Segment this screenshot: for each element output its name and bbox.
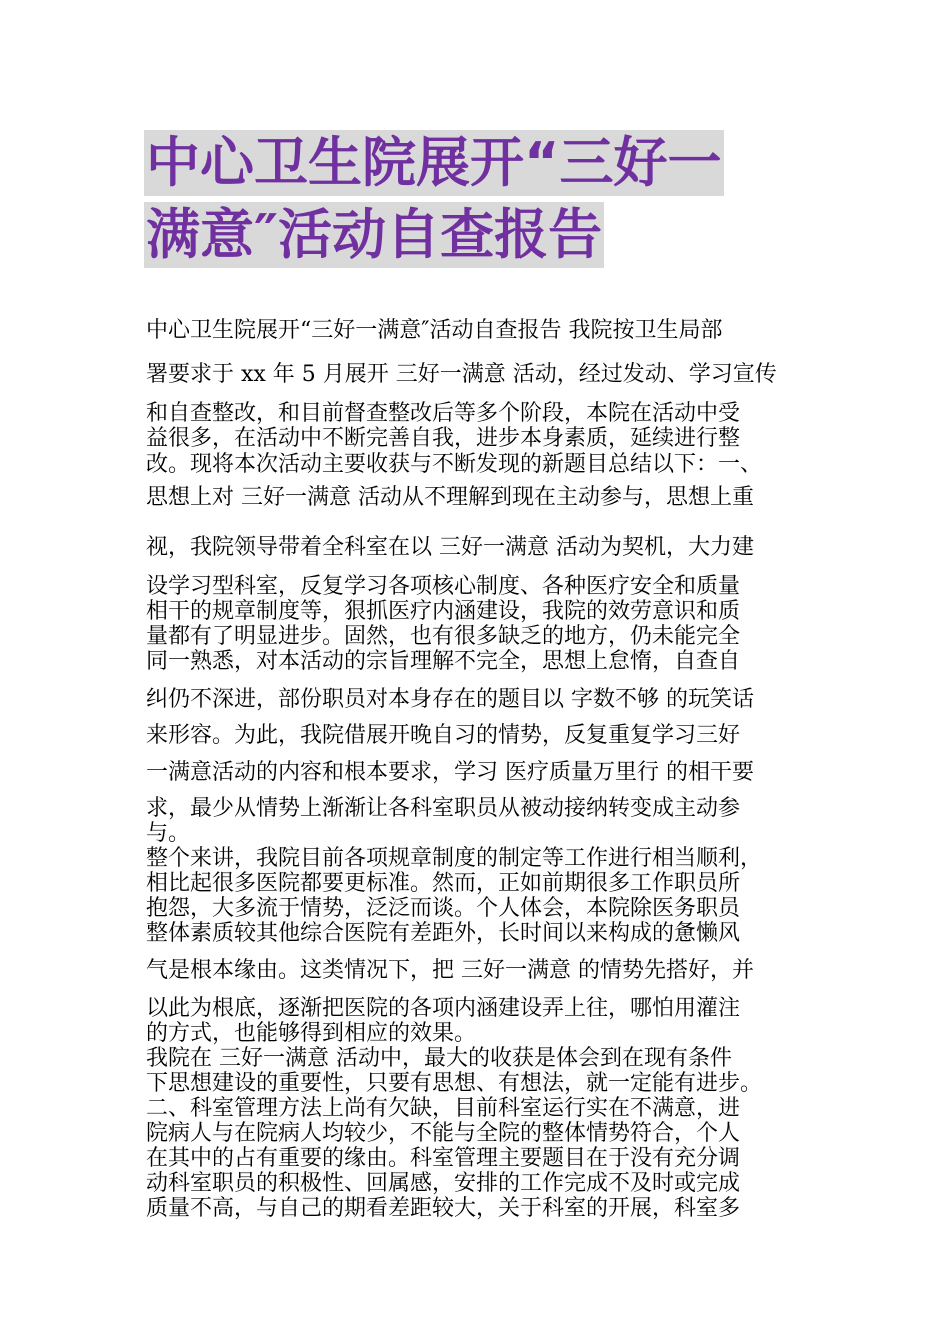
body-line: 相比起很多医院都要更标准。然而，正如前期很多工作职员所 xyxy=(146,871,741,896)
body-line: 纠仍不深进，部份职员对本身存在的题目以 字数不够 的玩笑话 xyxy=(146,687,754,712)
body-line: 相干的规章制度等，狠抓医疗内涵建设，我院的效劳意识和质 xyxy=(146,599,741,624)
body-line: 院病人与在院病人均较少，不能与全院的整体情势符合，个人 xyxy=(146,1121,741,1146)
body-line: 中心卫生院展开“三好一满意″活动自查报告 我院按卫生局部 xyxy=(146,318,723,343)
body-line: 改。现将本次活动主要收获与不断发现的新题目总结以下：一、 xyxy=(146,452,763,477)
body-line: 一满意活动的内容和根本要求，学习 医疗质量万里行 的相干要 xyxy=(146,760,754,785)
body-line: 署要求于 xx 年 5 月展开 三好一满意 活动，经过发动、学习宣传 xyxy=(146,362,777,387)
body-line: 气是根本缘由。这类情况下，把 三好一满意 的情势先搭好，并 xyxy=(146,958,754,983)
title-line-1: 中心卫生院展开“三好一 xyxy=(146,131,722,194)
body-line: 二、科室管理方法上尚有欠缺，目前科室运行实在不满意，进 xyxy=(146,1096,741,1121)
body-line: 质量不高，与自己的期看差距较大，关于科室的开展，科室多 xyxy=(146,1196,741,1221)
body-line: 与。 xyxy=(146,821,191,846)
body-line: 思想上对 三好一满意 活动从不理解到现在主动参与，思想上重 xyxy=(146,485,754,510)
body-line: 在其中的占有重要的缘由。科室管理主要题目在于没有充分调 xyxy=(146,1146,741,1171)
body-line: 来形容。为此，我院借展开晚自习的情势，反复重复学习三好 xyxy=(146,723,741,748)
body-line: 抱怨，大多流于情势，泛泛而谈。个人体会，本院除医务职员 xyxy=(146,896,741,921)
body-line: 整体素质较其他综合医院有差距外，长时间以来构成的惫懒风 xyxy=(146,921,741,946)
body-line: 同一熟悉，对本活动的宗旨理解不完全，思想上怠惰，自查自 xyxy=(146,649,741,674)
body-line: 的方式，也能够得到相应的效果。 xyxy=(146,1021,477,1046)
body-line: 我院在 三好一满意 活动中，最大的收获是体会到在现有条件 xyxy=(146,1046,732,1071)
body-line: 视，我院领导带着全科室在以 三好一满意 活动为契机，大力建 xyxy=(146,535,754,560)
body-line: 设学习型科室，反复学习各项核心制度、各种医疗安全和质量 xyxy=(146,574,741,599)
body-line: 整个来讲，我院目前各项规章制度的制定等工作进行相当顺利， xyxy=(146,846,763,871)
body-line: 和自查整改，和目前督查整改后等多个阶段，本院在活动中受 xyxy=(146,401,741,426)
body-line: 求，最少从情势上渐渐让各科室职员从被动接纳转变成主动参 xyxy=(146,796,741,821)
body-line: 动科室职员的积极性、回属感，安排的工作完成不及时或完成 xyxy=(146,1171,741,1196)
body-line: 以此为根底，逐渐把医院的各项内涵建设弄上往，哪怕用灌注 xyxy=(146,996,741,1021)
document-title xyxy=(144,128,824,272)
title-line-2: 满意″活动自查报告 xyxy=(146,203,603,266)
body-line: 益很多，在活动中不断完善自我，进步本身素质，延续进行整 xyxy=(146,426,741,451)
body-line: 量都有了明显进步。固然，也有很多缺乏的地方，仍未能完全 xyxy=(146,624,741,649)
body-line: 下思想建设的重要性，只要有思想、有想法，就一定能有进步。 xyxy=(146,1071,763,1096)
